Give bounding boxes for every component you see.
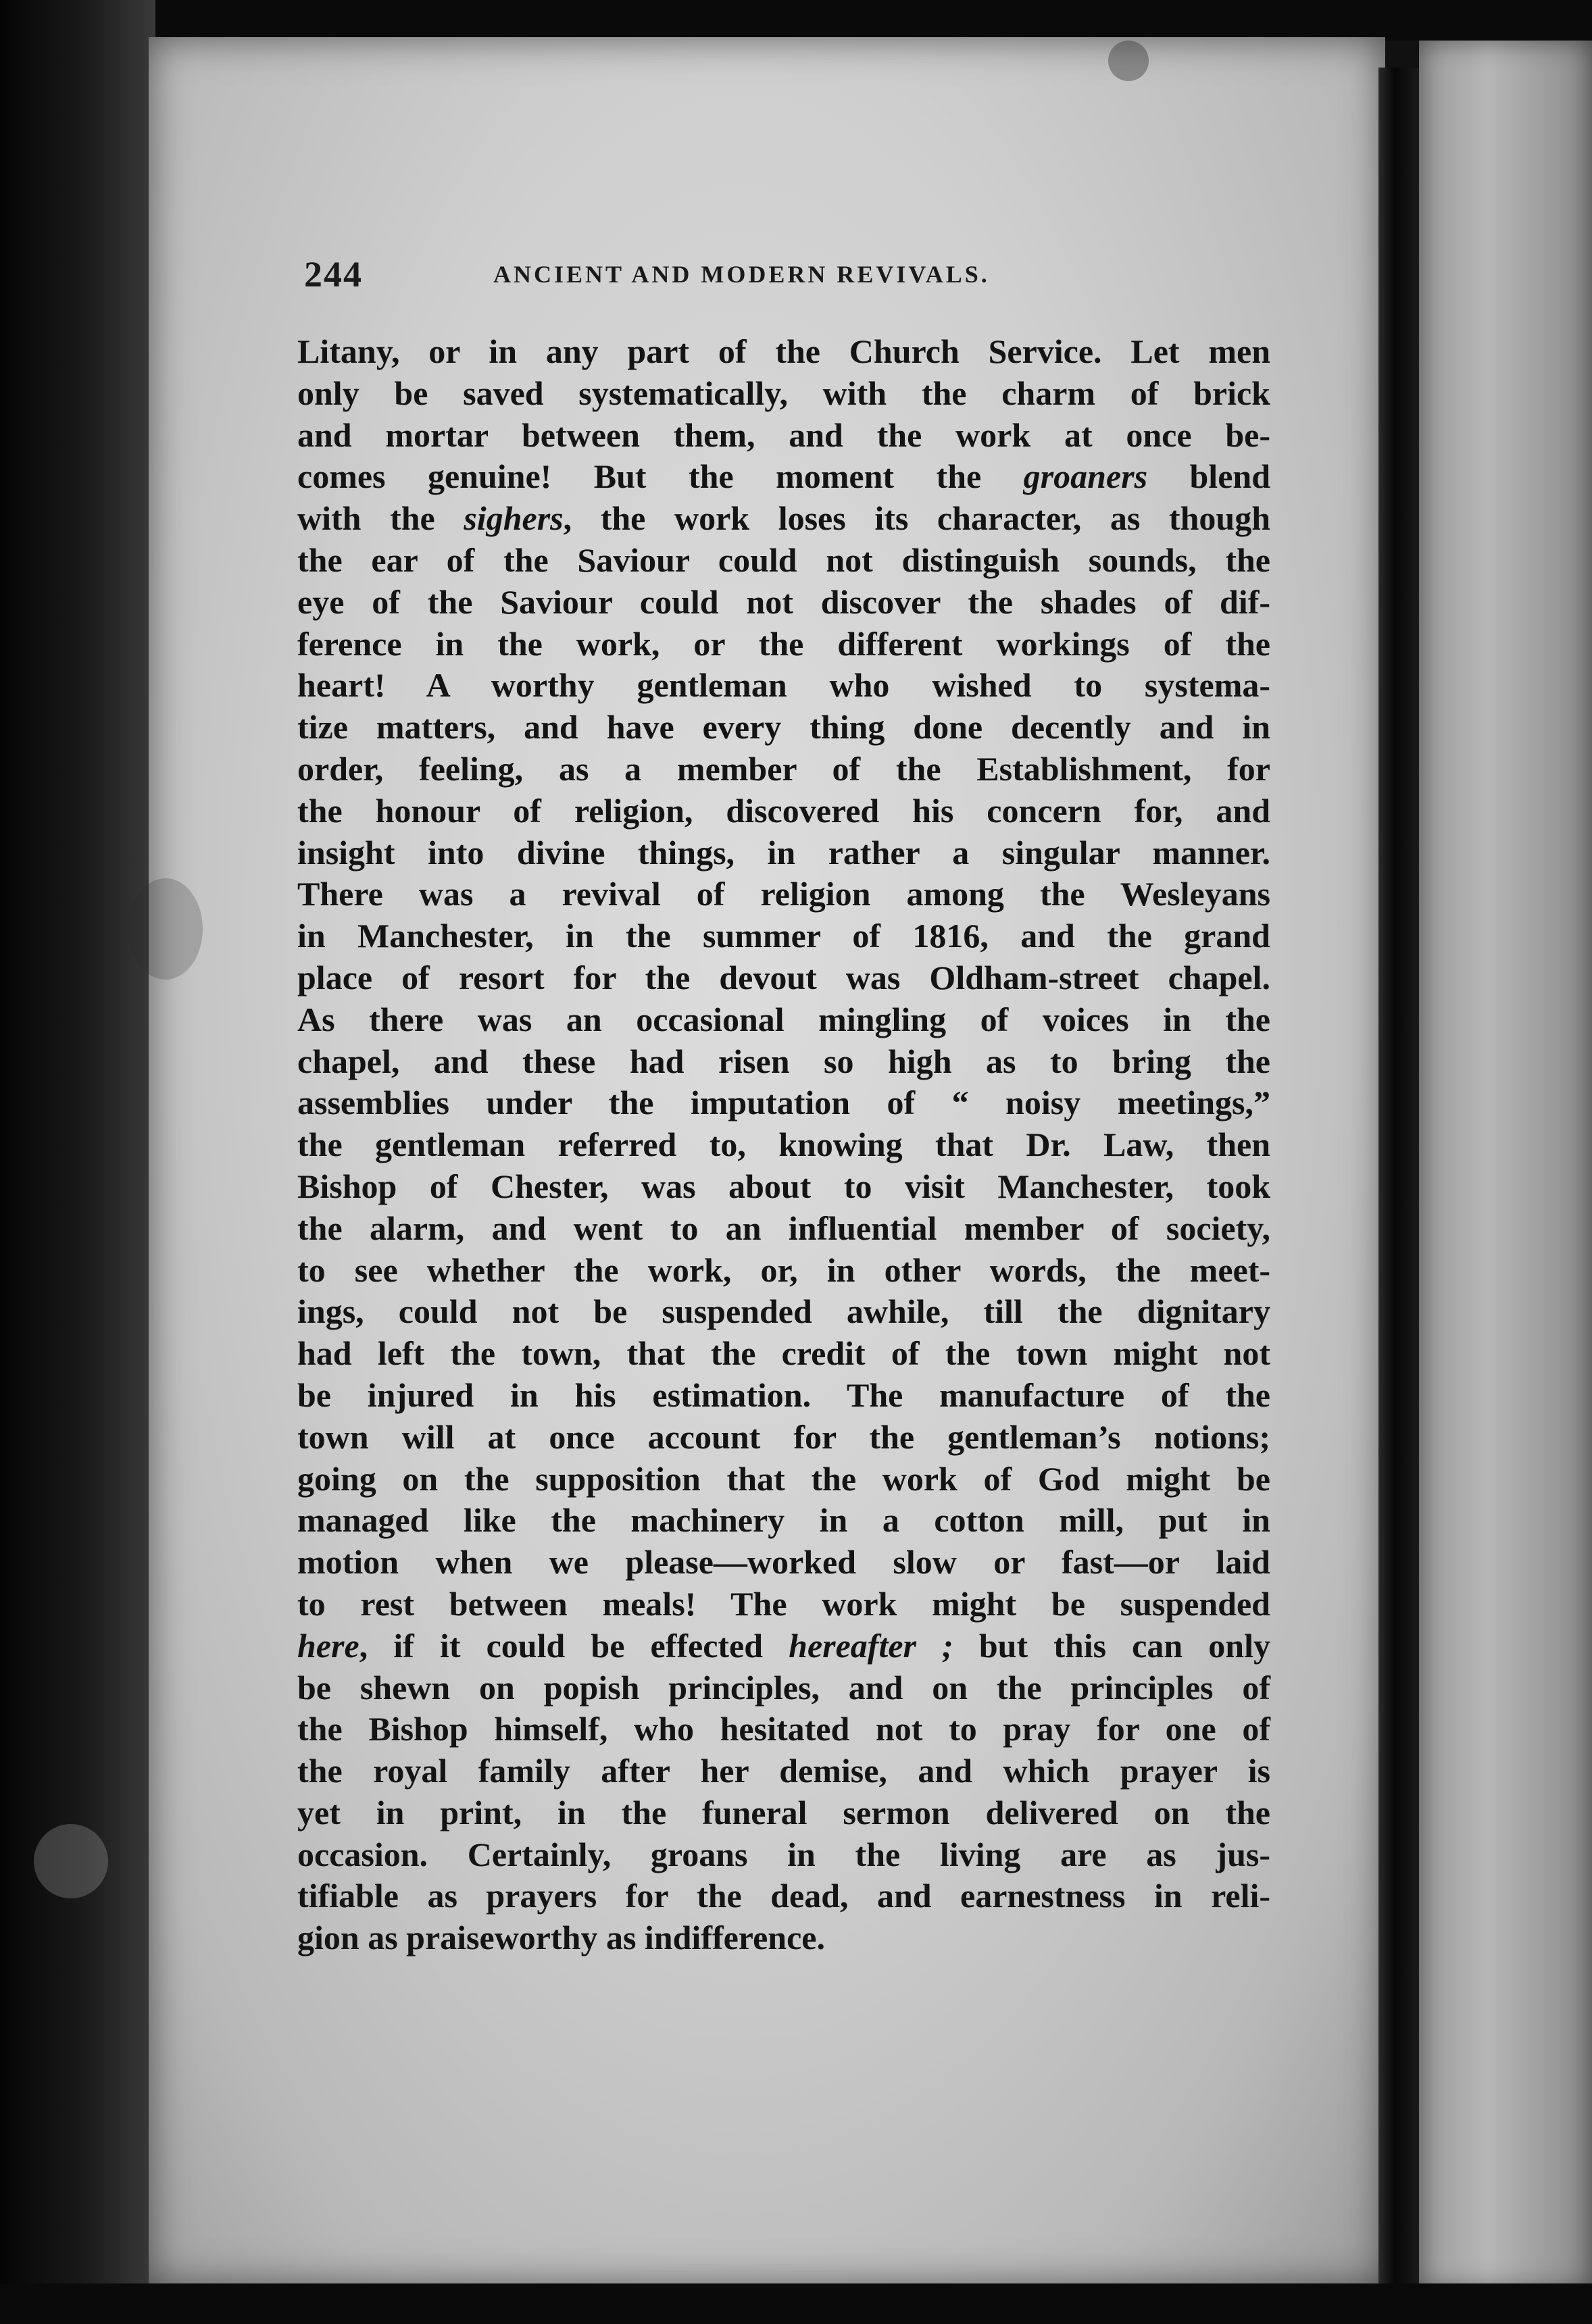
running-header: [304, 253, 1264, 301]
italic-word: here: [297, 1626, 359, 1665]
text-line: the Bishop himself, who hesitated not to pray for one of: [297, 1710, 1270, 1748]
text-line: occasion. Certainly, groans in the living are as jus-: [297, 1835, 1270, 1873]
italic-word: sighers: [464, 499, 564, 538]
text-line: eye of the Saviour could not discover the shades of dif-: [297, 582, 1270, 621]
text-line: only be saved systematically, with the charm of brick: [297, 374, 1270, 412]
text-line: gion as praiseworthy as indifference.: [297, 1919, 825, 1957]
text-run: , the work loses its character, as though: [563, 499, 1271, 538]
text-line: town will at once account for the gentleman’s notions;: [297, 1417, 1270, 1456]
text-line: [297, 498, 1270, 540]
text-line: Litany, or in any part of the Church Service. Let men: [297, 332, 1270, 370]
text-line: to rest between meals! The work might be suspended: [297, 1584, 1270, 1623]
text-run: comes genuine! But the moment the: [297, 457, 1024, 496]
text-line: heart! A worthy gentleman who wished to systema-: [297, 666, 1270, 705]
text-run: with the: [297, 499, 464, 538]
running-title: ANCIENT AND MODERN REVIVALS.: [493, 261, 990, 288]
text-line: chapel, and these had risen so high as to bring the: [297, 1042, 1270, 1080]
text-line: managed like the machinery in a cotton mill, put in: [297, 1501, 1270, 1540]
text-line: place of resort for the devout was Oldham-street chapel.: [297, 958, 1270, 996]
text-line: be injured in his estimation. The manufacture of the: [297, 1375, 1270, 1414]
facing-page-edge: [1419, 41, 1592, 2290]
italic-word: groaners: [1023, 457, 1148, 496]
film-left-border: [0, 0, 155, 2324]
text-line: be shewn on popish principles, and on the principles of: [297, 1668, 1270, 1707]
film-top-border: [0, 0, 1592, 41]
text-line: to see whether the work, or, in other words, the meet-: [297, 1251, 1270, 1289]
italic-word: hereafter ;: [789, 1626, 953, 1665]
text-line: [297, 456, 1270, 498]
body-text: [297, 331, 1270, 1959]
text-line: Bishop of Chester, was about to visit Manchester, took: [297, 1167, 1270, 1205]
text-line: motion when we please—worked slow or fast—or laid: [297, 1543, 1270, 1582]
text-line: tize matters, and have every thing done decently and in: [297, 708, 1270, 747]
text-line: and mortar between them, and the work at once be-: [297, 415, 1270, 454]
text-line: As there was an occasional mingling of voices in the: [297, 1000, 1270, 1038]
text-run: but this can only: [953, 1626, 1270, 1665]
text-run: , if it could be effected: [359, 1626, 789, 1665]
ink-spot: [1108, 41, 1149, 81]
text-line: [297, 1625, 1270, 1667]
text-line: There was a revival of religion among the Wesleyans: [297, 875, 1270, 913]
text-line: insight into divine things, in rather a singular manner.: [297, 833, 1270, 872]
text-line: the gentleman referred to, knowing that Dr. Law, then: [297, 1126, 1270, 1164]
text-line: yet in print, in the funeral sermon delivered on the: [297, 1793, 1270, 1832]
text-run: blend: [1147, 457, 1270, 496]
text-line: ings, could not be suspended awhile, till the dignitary: [297, 1292, 1270, 1331]
text-line: the ear of the Saviour could not distinguish sounds, the: [297, 540, 1270, 579]
paper-stain: [34, 1824, 108, 1898]
text-line: the royal family after her demise, and which prayer is: [297, 1752, 1270, 1790]
text-line: going on the supposition that the work of God might be: [297, 1459, 1270, 1498]
text-line: tifiable as prayers for the dead, and earnestness in reli-: [297, 1877, 1270, 1915]
film-bottom-border: [0, 2283, 1592, 2324]
ink-smudge: [128, 878, 203, 980]
page-number: 244: [304, 254, 363, 295]
text-line: the alarm, and went to an influential member of society,: [297, 1209, 1270, 1247]
text-line: assemblies under the imputation of “ noisy meetings,”: [297, 1084, 1270, 1122]
text-line: ference in the work, or the different workings of the: [297, 624, 1270, 663]
text-line: the honour of religion, discovered his concern for, and: [297, 791, 1270, 830]
text-line: in Manchester, in the summer of 1816, and the grand: [297, 917, 1270, 955]
binding-gutter: [1378, 68, 1419, 2290]
text-line: had left the town, that the credit of the town might not: [297, 1334, 1270, 1373]
text-line: order, feeling, as a member of the Establishment, for: [297, 749, 1270, 788]
